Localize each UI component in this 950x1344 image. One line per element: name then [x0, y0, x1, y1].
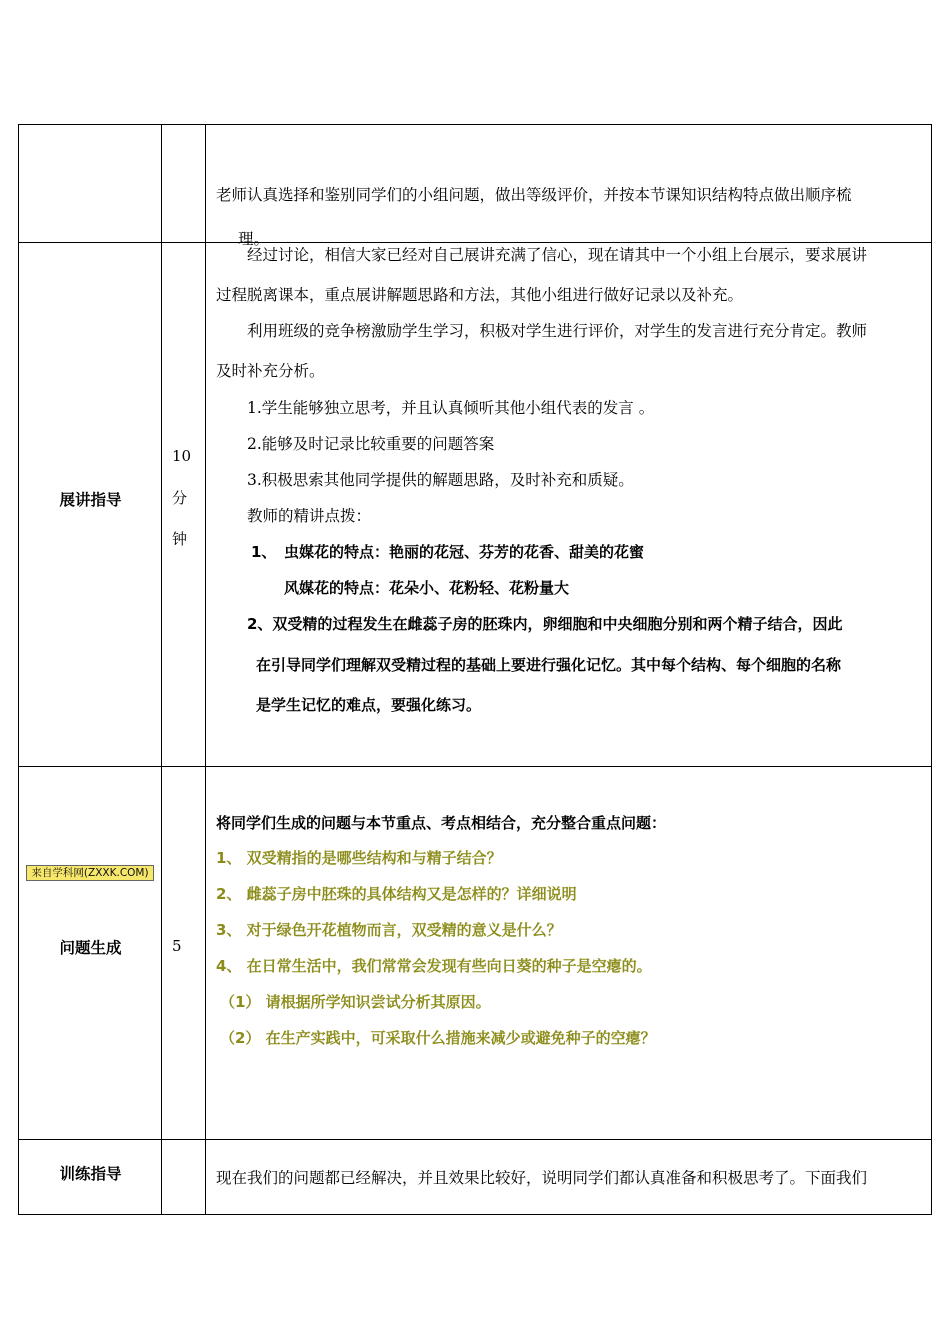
row-divider-2	[18, 766, 932, 767]
row2-time-unit-1: 分	[172, 489, 188, 507]
row2-point2-line1: 2、双受精的过程发生在雌蕊子房的胚珠内，卵细胞和中央细胞分别和两个精子结合，因此	[247, 615, 843, 633]
row4-label: 训练指导	[59, 1165, 122, 1183]
row-divider-1	[18, 242, 932, 243]
row2-point1-number: 1、	[251, 543, 277, 561]
watermark-logo: 来自学科网(ZXXK.COM)	[26, 865, 154, 881]
column-divider-2	[205, 124, 206, 1215]
row2-list-item-2: 2.能够及时记录比较重要的问题答案	[247, 435, 495, 453]
row3-question-4-sub-2: （2） 在生产实践中，可采取什么措施来减少或避免种子的空瘪？	[220, 1029, 656, 1047]
row-divider-3	[18, 1139, 932, 1140]
row2-point2-line3: 是学生记忆的难点，要强化练习。	[256, 696, 482, 714]
row2-para1-line2: 过程脱离课本，重点展讲解题思路和方法，其他小组进行做好记录以及补充。	[216, 286, 744, 304]
row3-question-4-sub-1: （1） 请根据所学知识尝试分析其原因。	[220, 993, 491, 1011]
row4-content-line1: 现在我们的问题都已经解决，并且效果比较好，说明同学们都认真准备和积极思考了。下面我们	[216, 1169, 868, 1187]
row2-time-unit-2: 钟	[172, 530, 188, 548]
row3-label: 问题生成	[59, 939, 122, 957]
row2-point2-line2: 在引导同学们理解双受精过程的基础上要进行强化记忆。其中每个结构、每个细胞的名称	[256, 656, 842, 674]
row2-point1-insect-flower: 虫媒花的特点：艳丽的花冠、芬芳的花香、甜美的花蜜	[284, 543, 645, 561]
row1-content-line2: 理。	[238, 230, 270, 248]
row2-teacher-intro: 教师的精讲点拨：	[247, 507, 372, 525]
row3-question-3: 3、 对于绿色开花植物而言，双受精的意义是什么？	[216, 921, 562, 939]
row2-list-item-3: 3.积极思索其他同学提供的解题思路，及时补充和质疑。	[247, 471, 634, 489]
row2-para1-line1: 经过讨论，相信大家已经对自己展讲充满了信心，现在请其中一个小组上台展示，要求展讲	[247, 246, 868, 264]
row2-list-item-1: 1.学生能够独立思考，并且认真倾听其他小组代表的发言 。	[247, 399, 655, 417]
row3-intro: 将同学们生成的问题与本节重点、考点相结合，充分整合重点问题：	[216, 814, 667, 832]
row3-question-1: 1、 双受精指的是哪些结构和与精子结合？	[216, 849, 502, 867]
row3-question-4: 4、 在日常生活中，我们常常会发现有些向日葵的种子是空瘪的。	[216, 957, 652, 975]
row2-label: 展讲指导	[59, 491, 122, 509]
row2-para2-line1: 利用班级的竞争榜激励学生学习，积极对学生进行评价，对学生的发言进行充分肯定。教师	[247, 322, 868, 340]
row3-question-2: 2、 雌蕊子房中胚珠的具体结构又是怎样的？详细说明	[216, 885, 577, 903]
row2-point1-wind-flower: 风媒花的特点：花朵小、花粉轻、花粉量大	[284, 579, 570, 597]
row3-time: 5	[172, 937, 182, 955]
row2-para2-line2: 及时补充分析。	[216, 362, 325, 380]
row1-content-line1: 老师认真选择和鉴别同学们的小组问题，做出等级评价，并按本节课知识结构特点做出顺序梳	[216, 186, 852, 204]
row2-time-number: 10	[172, 447, 192, 465]
column-divider-1	[161, 124, 162, 1215]
